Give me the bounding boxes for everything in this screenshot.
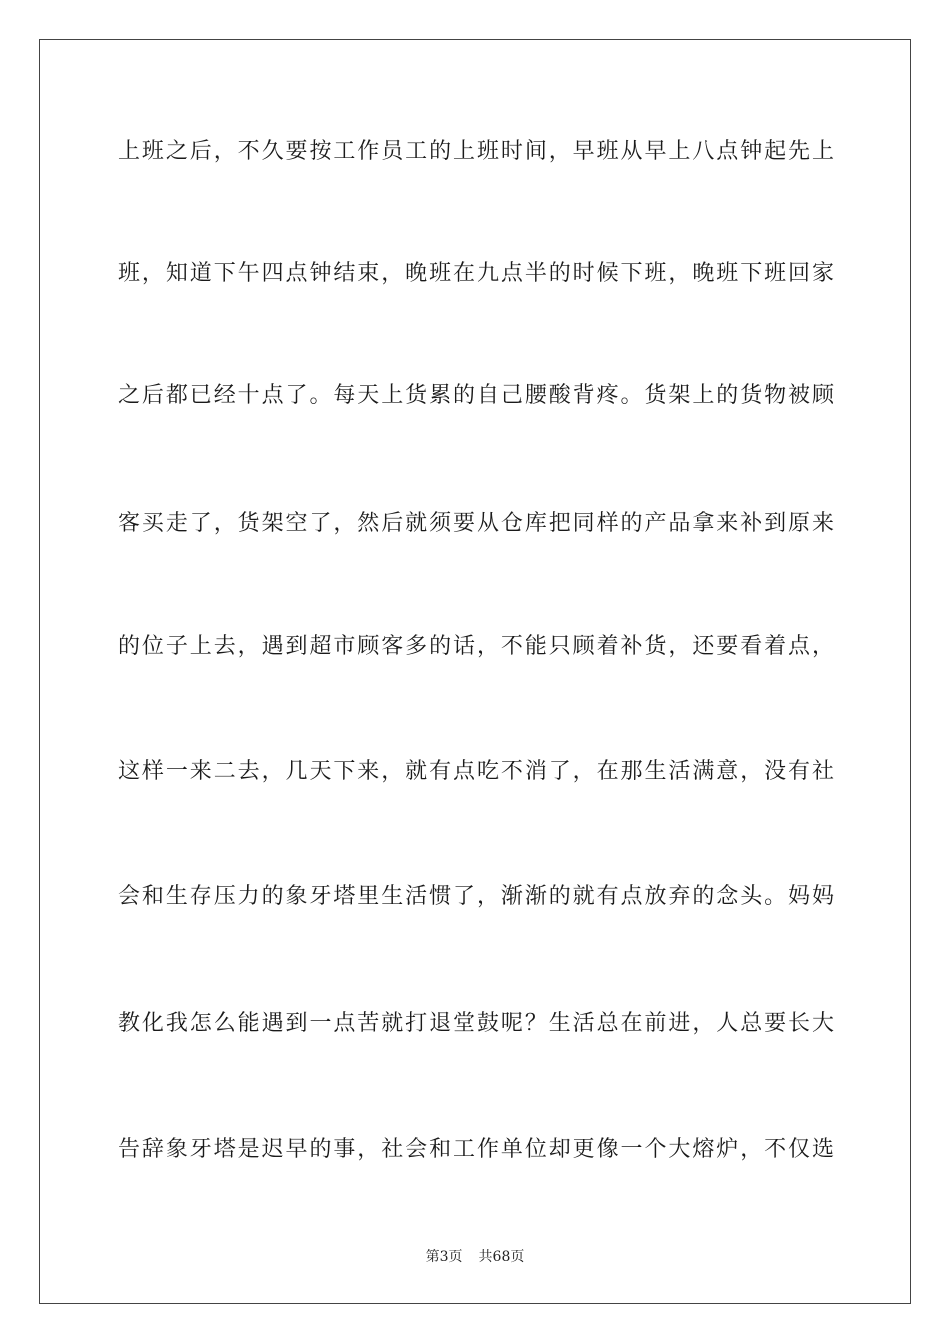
paragraph-line: 这样一来二去，几天下来，就有点吃不消了，在那生活满意，没有社 (118, 759, 834, 784)
page-footer (0, 1247, 950, 1267)
total-pages: 共68页 (478, 1249, 525, 1265)
page-number: 第3页 (425, 1249, 463, 1265)
page-border (39, 39, 911, 1304)
paragraph-line: 会和生存压力的象牙塔里生活惯了，渐渐的就有点放弃的念头。妈妈 (118, 884, 834, 909)
paragraph-line: 告辞象牙塔是迟早的事，社会和工作单位却更像一个大熔炉，不仅选 (118, 1137, 834, 1162)
paragraph-line: 之后都已经十点了。每天上货累的自己腰酸背疼。货架上的货物被顾 (118, 383, 834, 408)
paragraph-line: 班，知道下午四点钟结束，晚班在九点半的时候下班，晚班下班回家 (118, 261, 834, 286)
paragraph-line: 教化我怎么能遇到一点苦就打退堂鼓呢？生活总在前进，人总要长大 (118, 1011, 834, 1036)
paragraph-line: 上班之后，不久要按工作员工的上班时间，早班从早上八点钟起先上 (118, 139, 834, 164)
paragraph-line: 客买走了，货架空了，然后就须要从仓库把同样的产品拿来补到原来 (118, 511, 834, 536)
paragraph-line: 的位子上去，遇到超市顾客多的话，不能只顾着补货，还要看着点， (118, 634, 834, 659)
